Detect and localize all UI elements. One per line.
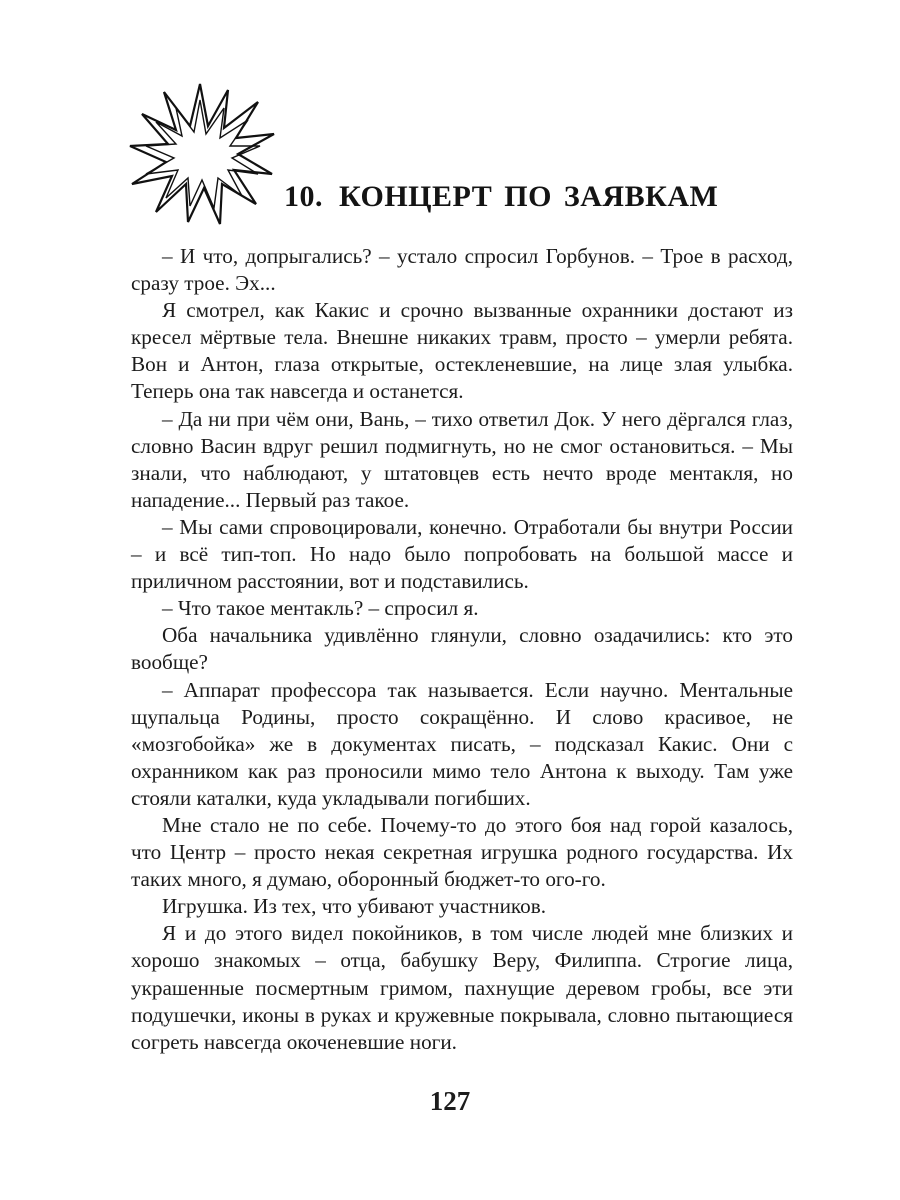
chapter-title-word: ЗАЯВКАМ (563, 180, 719, 213)
chapter-title (284, 180, 718, 214)
paragraph: Я смотрел, как Какис и срочно вызванные охранники достают из кресел мёртвые тела. Внешне никаких травм, просто – умерли ребята. Вон и Антон, глаза открытые, остекленевшие, на лице злая улыбка. Теперь она так навсегда и останется. (131, 298, 793, 404)
chapter-body (131, 243, 793, 1056)
starburst-icon (128, 80, 276, 228)
paragraph: – Мы сами спровоцировали, конечно. Отработали бы внутри России – и всё тип-топ. Но надо было попробовать на большой массе и приличном расстоянии, вот и подставились. (131, 514, 793, 594)
chapter-title-word: КОНЦЕРТ (339, 180, 493, 213)
paragraph: Игрушка. Из тех, что убивают участников. (162, 894, 547, 919)
paragraph: Я и до этого видел покойников, в том числе людей мне близких и хорошо знакомых – отца, бабушку Веру, Филиппа. Строгие лица, украшенные посмертным гримом, пахнущие деревом гробы, все эти подушечки, иконы в руках и кружевные покрывала, словно пытающиеся согреть навсегда окоченевшие ноги. (131, 921, 793, 1054)
paragraph: – Что такое ментакль? – спросил я. (162, 596, 479, 621)
paragraph: – Да ни при чём они, Вань, – тихо ответил Док. У него дёргался глаз, словно Васин вдруг решил подмигнуть, но не смог остановиться. – Мы знали, что наблюдают, у штатовцев есть нечто вроде ментакля, но нападение... Первый раз такое. (131, 406, 793, 512)
chapter-number: 10. (284, 180, 323, 213)
paragraph: Оба начальника удивлённо глянули, словно озадачились: кто это вообще? (131, 623, 793, 675)
page-number: 127 (429, 1086, 471, 1116)
paragraph: – Аппарат профессора так называется. Если научно. Ментальные щупальца Родины, просто сокращённо. И слово красивое, не «мозгобойка» же в документах писать, – подсказал Какис. Они с охранником как раз проносили мимо тело Антона к выходу. Там уже стояли каталки, куда укладывали погибших. (131, 677, 793, 810)
paragraph: Мне стало не по себе. Почему-то до этого боя над горой казалось, что Центр – просто некая секретная игрушка родного государства. Их таких много, я думаю, оборонный бюджет-то ого-го. (131, 812, 793, 892)
chapter-title-word: ПО (504, 180, 552, 213)
paragraph: – И что, допрыгались? – устало спросил Горбунов. – Трое в расход, сразу трое. Эх... (131, 244, 793, 296)
